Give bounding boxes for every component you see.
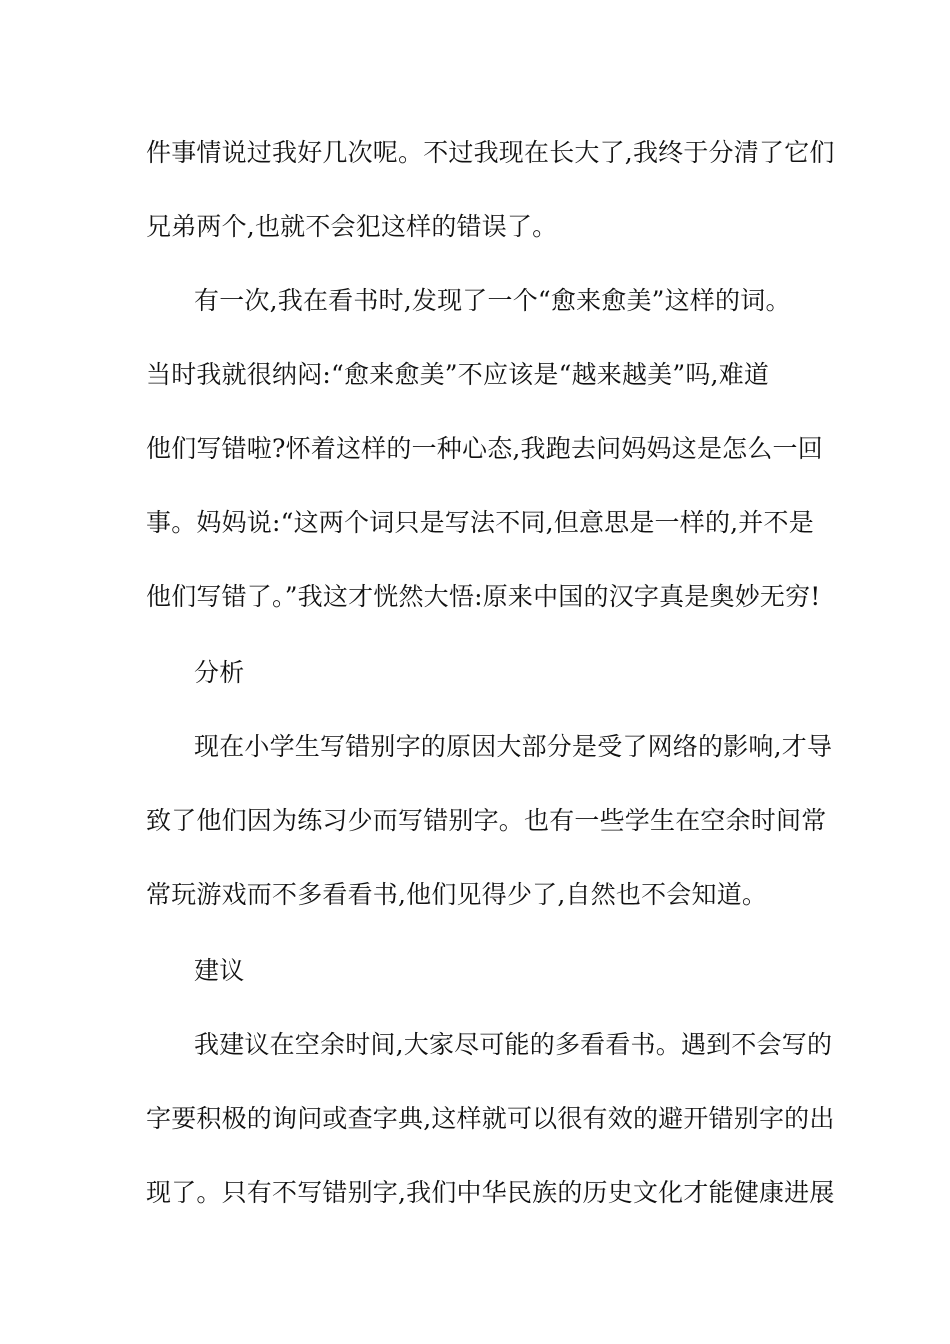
paragraph-2-line-4: 事。妈妈说:“这两个词只是写法不同,但意思是一样的,并不是: [146, 508, 814, 537]
paragraph-4-line-1: 我建议在空余时间,大家尽可能的多看看书。遇到不会写的: [194, 1030, 833, 1059]
paragraph-3-line-1: 现在小学生写错别字的原因大部分是受了网络的影响,才导: [194, 732, 833, 761]
paragraph-3-line-2: 致了他们因为练习少而写错别字。也有一些学生在空余时间常: [146, 806, 827, 835]
paragraph-2-line-2: 当时我就很纳闷:“愈来愈美”不应该是“越来越美”吗,难道: [146, 360, 770, 389]
paragraph-2-line-5: 他们写错了。”我这才恍然大悟:原来中国的汉字真是奥妙无穷!: [146, 582, 821, 611]
paragraph-1-line-2: 兄弟两个,也就不会犯这样的错误了。: [146, 212, 558, 241]
paragraph-1-line-1: 件事情说过我好几次呢。不过我现在长大了,我终于分清了它们: [146, 138, 835, 167]
paragraph-2-line-3: 他们写错啦?怀着这样的一种心态,我跑去问妈妈这是怎么一回: [146, 434, 823, 463]
paragraph-4-line-2: 字要积极的询问或查字典,这样就可以很有效的避开错别字的出: [146, 1104, 835, 1133]
paragraph-4-line-3: 现了。只有不写错别字,我们中华民族的历史文化才能健康进展: [146, 1178, 835, 1207]
paragraph-3-line-3: 常玩游戏而不多看看书,他们见得少了,自然也不会知道。: [146, 880, 768, 909]
paragraph-2-line-1: 有一次,我在看书时,发现了一个“愈来愈美”这样的词。: [194, 286, 791, 315]
heading-suggestion: 建议: [194, 956, 245, 985]
heading-analysis: 分析: [194, 658, 245, 687]
